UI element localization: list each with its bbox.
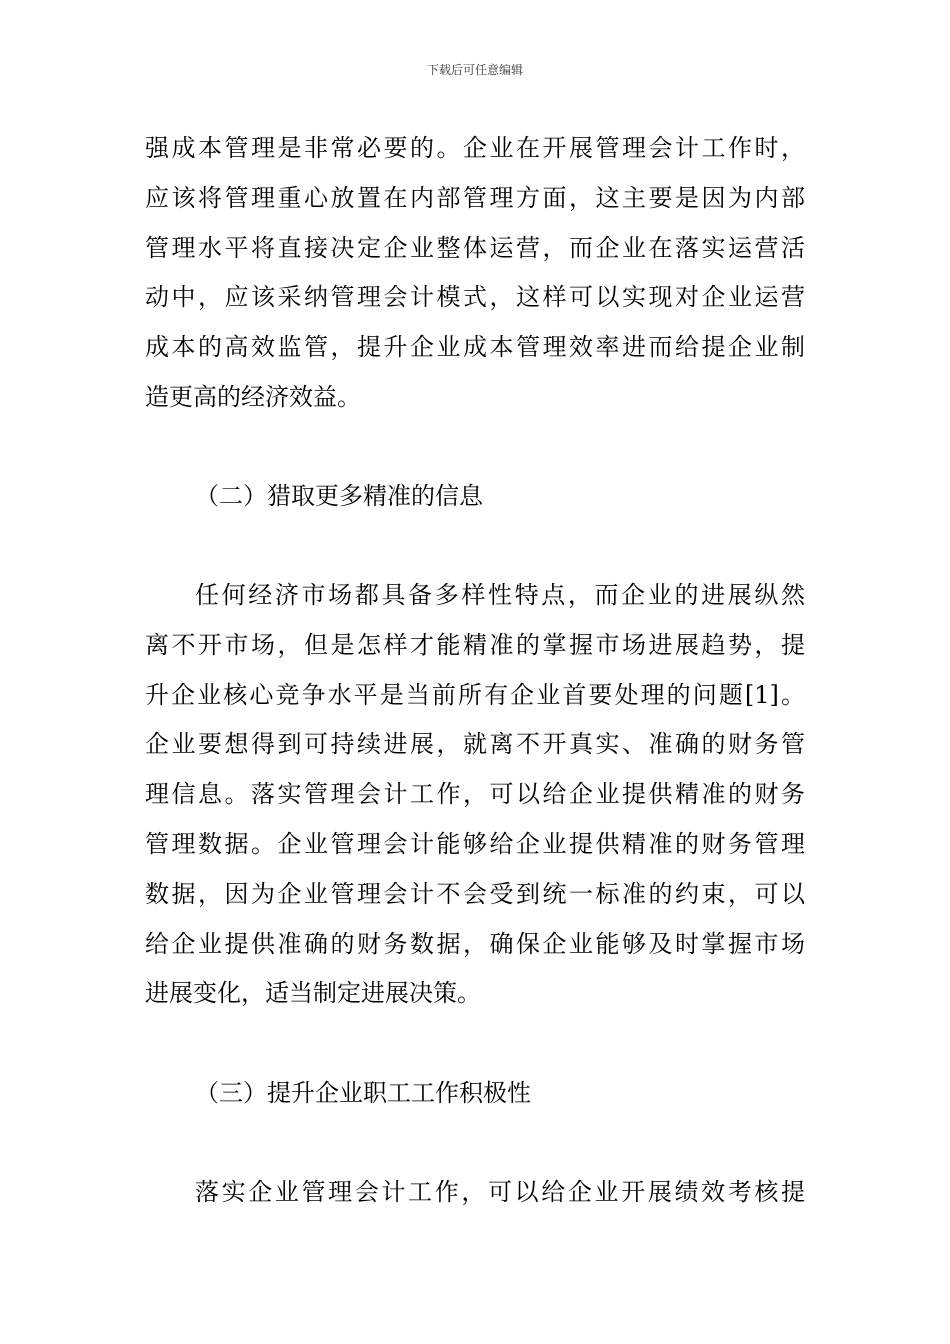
text-line: 管理水平将直接决定企业整体运营，而企业在落实运营活 [145, 233, 805, 262]
text-line: 给企业提供准确的财务数据，确保企业能够及时掌握市场 [145, 929, 805, 958]
text-line: 造更高的经济效益。 [145, 382, 361, 411]
page-header: 下载后可任意编辑 [426, 63, 523, 77]
text-line: 成本的高效监管，提升企业成本管理效率进而给提企业制 [145, 333, 805, 362]
section-heading-3 [145, 1069, 805, 1119]
text-line: 应该将管理重心放置在内部管理方面，这主要是因为内部 [145, 183, 805, 212]
text-line: 强成本管理是非常必要的。企业在开展管理会计工作时， [145, 134, 805, 162]
text-line: 理信息。落实管理会计工作，可以给企业提供精准的财务 [145, 780, 805, 809]
heading-text: （二）猎取更多精准的信息 [195, 482, 483, 510]
body-paragraph-1 [145, 124, 805, 423]
text-line: 动中，应该采纳管理会计模式，这样可以实现对企业运营 [145, 283, 805, 312]
text-line: 离不开市场，但是怎样才能精准的掌握市场进展趋势，提 [145, 630, 805, 659]
text-line: 企业要想得到可持续进展，就离不开真实、准确的财务管 [145, 730, 805, 759]
section-heading-2 [145, 472, 805, 522]
text-line: 数据，因为企业管理会计不会受到统一标准的约束，可以 [145, 879, 805, 908]
text-line: 任何经济市场都具备多样性特点，而企业的进展纵然 [195, 581, 805, 609]
body-paragraph-3 [145, 1168, 805, 1218]
text-line: 管理数据。企业管理会计能够给企业提供精准的财务管理 [145, 829, 805, 858]
text-line: 进展变化，适当制定进展决策。 [145, 979, 481, 1008]
text-line: 落实企业管理会计工作，可以给企业开展绩效考核提 [195, 1178, 805, 1206]
body-paragraph-2 [145, 571, 805, 1019]
text-line: 升企业核心竞争水平是当前所有企业首要处理的问题[1]。 [145, 680, 805, 709]
heading-text: （三）提升企业职工工作积极性 [195, 1079, 531, 1107]
